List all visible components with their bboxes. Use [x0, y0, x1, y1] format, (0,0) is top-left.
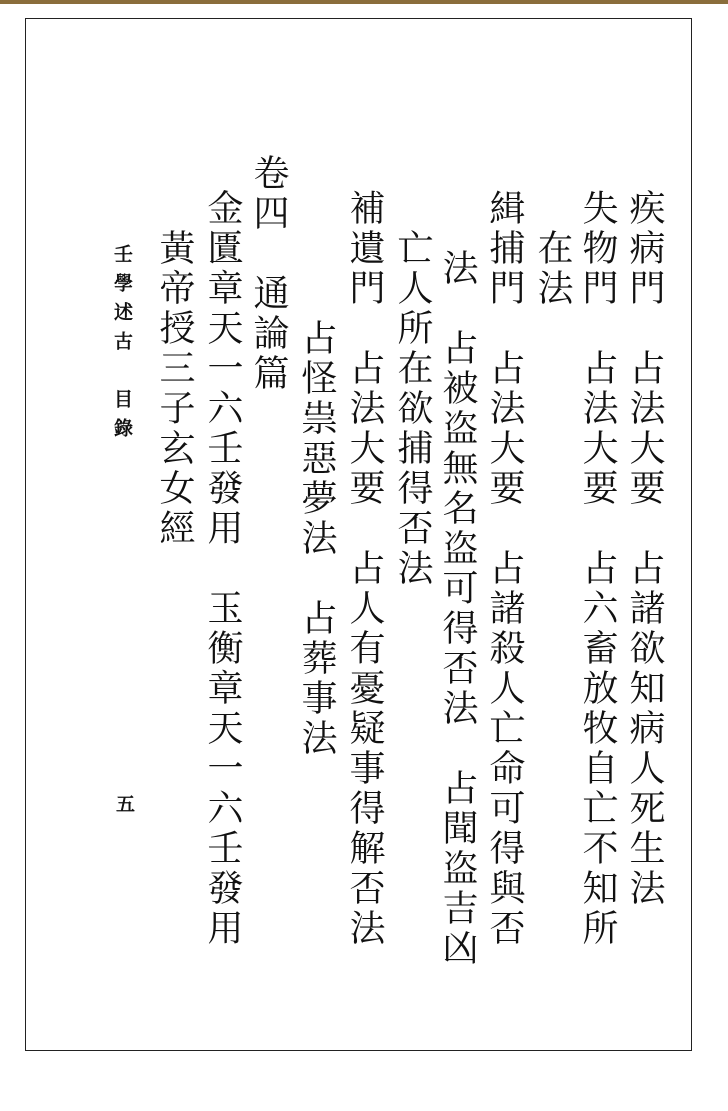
page-frame [25, 18, 692, 1051]
volume-heading: 卷四 通論篇 [248, 154, 289, 394]
text-column-1: 疾病門 占法大要 占諸欲知病人死生法 [624, 189, 665, 909]
text-column-2: 失物門 占法大要 占六畜放牧自亡不知所 [577, 189, 618, 949]
text-column-11: 黃帝授三子玄女經 [154, 229, 195, 549]
text-column-8: 占怪祟惡夢法 占葬事法 [296, 319, 337, 759]
text-column-5: 法 占被盗無名盗可得否法 占聞盗吉凶 [437, 249, 478, 969]
top-border-strip [0, 0, 728, 4]
text-column-6: 亡人所在欲捕得否法 [392, 229, 433, 589]
text-column-3: 在法 [532, 229, 573, 309]
running-title: 壬學述古 目錄 [111, 244, 133, 447]
text-column-4: 緝捕門 占法大要 占諸殺人亡命可得與否 [484, 189, 525, 949]
text-column-10: 金匱章天一六壬發用 玉衡章天一六壬發用 [202, 189, 243, 949]
text-column-7: 補遺門 占法大要 占人有憂疑事得解否法 [344, 189, 385, 949]
page-number: 五 [113, 794, 135, 817]
